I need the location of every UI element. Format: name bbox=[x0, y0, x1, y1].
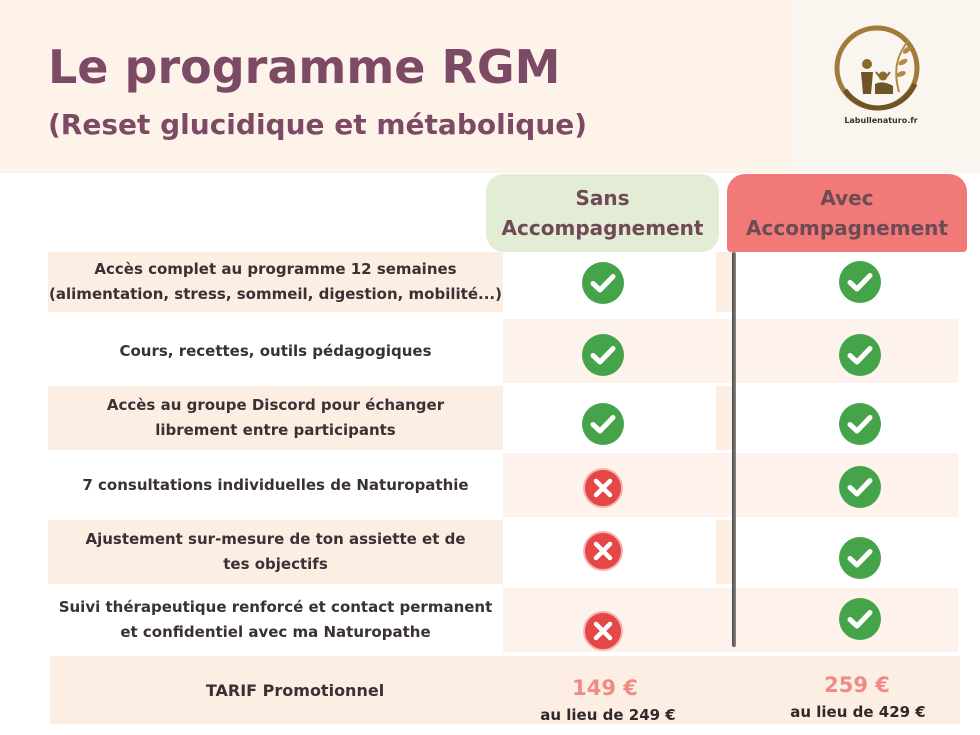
price-avec: 259 € bbox=[824, 673, 890, 697]
cross-icon bbox=[583, 468, 625, 510]
feature-label-line2: tes objectifs bbox=[223, 555, 328, 573]
feature-label-line1: Accès au groupe Discord pour échanger bbox=[106, 396, 445, 414]
feature-label-line1: Ajustement sur-mesure de ton assiette et de bbox=[85, 530, 466, 548]
feature-label bbox=[48, 453, 503, 517]
column-divider bbox=[732, 252, 736, 647]
page-title: Le programme RGM bbox=[48, 40, 561, 94]
pricing-row bbox=[50, 656, 960, 724]
feature-label bbox=[48, 319, 503, 383]
check-icon bbox=[839, 403, 881, 445]
feature-label-line2: librement entre participants bbox=[155, 421, 396, 439]
column-header-sans bbox=[486, 174, 719, 252]
check-icon bbox=[582, 403, 624, 445]
feature-label bbox=[48, 386, 503, 450]
feature-label bbox=[48, 520, 503, 584]
price-avec-old: au lieu de 429 € bbox=[790, 703, 926, 721]
column-header-avec bbox=[727, 174, 967, 252]
feature-label-line1: Cours, recettes, outils pédagogiques bbox=[119, 341, 432, 360]
feature-row bbox=[48, 520, 958, 584]
check-icon bbox=[839, 598, 881, 640]
check-icon bbox=[582, 262, 624, 304]
pricing-label: TARIF Promotionnel bbox=[205, 680, 385, 700]
feature-label-line2: (alimentation, stress, sommeil, digestion, mobilité...) bbox=[49, 285, 502, 303]
logo-caption: Labullenaturo.fr bbox=[844, 116, 918, 125]
cross-icon bbox=[583, 531, 625, 573]
feature-label-line2: et confidentiel avec ma Naturopathe bbox=[120, 623, 431, 641]
logo-icon bbox=[827, 20, 931, 116]
page-subtitle: (Reset glucidique et métabolique) bbox=[48, 108, 588, 141]
row-background bbox=[503, 319, 958, 383]
feature-label-line1: 7 consultations individuelles de Naturopathie bbox=[82, 475, 469, 494]
check-icon bbox=[582, 334, 624, 376]
feature-row bbox=[48, 252, 958, 312]
cross-icon bbox=[583, 611, 625, 653]
feature-row bbox=[48, 453, 958, 517]
feature-label-line1: Accès complet au programme 12 semaines bbox=[94, 260, 457, 278]
column-header-sans-line2: Accompagnement bbox=[501, 216, 704, 240]
feature-label-line1: Suivi thérapeutique renforcé et contact permanent bbox=[58, 598, 493, 616]
price-sans: 149 € bbox=[572, 676, 638, 700]
check-icon bbox=[839, 537, 881, 579]
row-background bbox=[503, 453, 958, 517]
feature-row bbox=[48, 319, 958, 383]
check-icon bbox=[839, 466, 881, 508]
feature-row bbox=[48, 386, 958, 450]
check-icon bbox=[839, 261, 881, 303]
feature-label bbox=[48, 588, 503, 652]
price-sans-old: au lieu de 249 € bbox=[540, 706, 676, 724]
row-background bbox=[503, 588, 958, 652]
feature-row bbox=[48, 588, 958, 652]
feature-label bbox=[48, 252, 503, 312]
column-header-avec-line2: Accompagnement bbox=[746, 216, 948, 240]
check-icon bbox=[839, 334, 881, 376]
column-header-sans-line1: Sans bbox=[575, 186, 630, 210]
column-header-avec-line1: Avec bbox=[820, 186, 874, 210]
